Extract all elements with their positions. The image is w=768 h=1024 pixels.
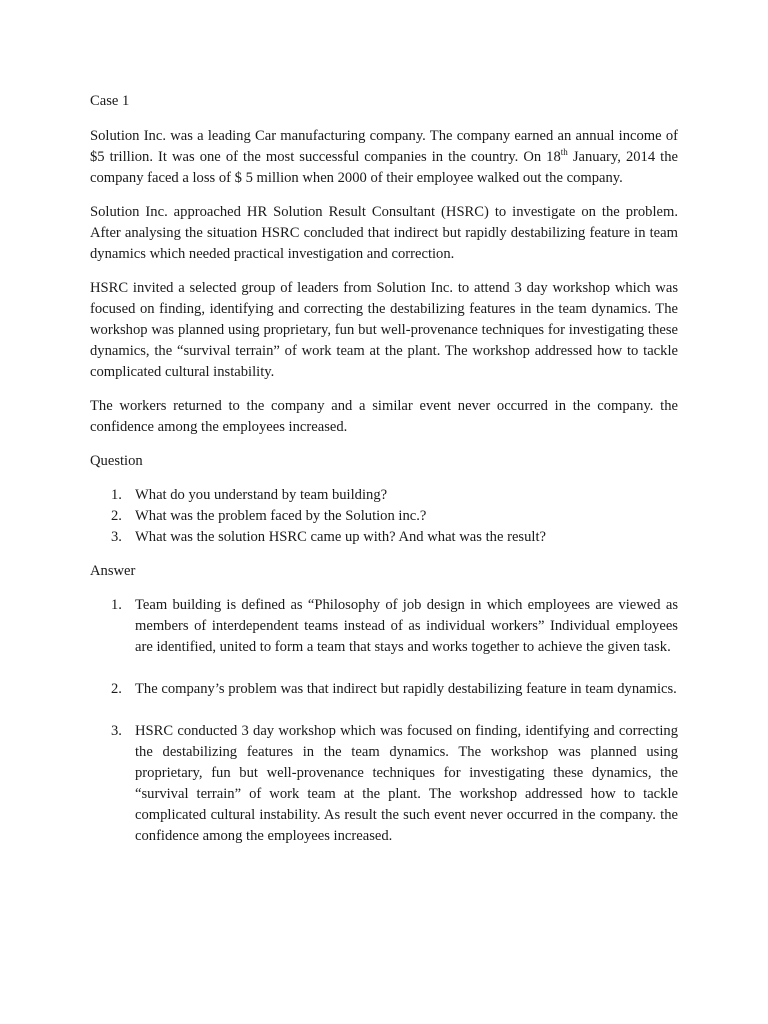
question-item: [90, 485, 678, 506]
paragraph-workshop: HSRC invited a selected group of leaders from Solution Inc. to attend 3 day workshop which was focused on finding, identifying and correcting the destabilizing features in the team dynamics. The workshop was planned using proprietary, fun but well-provenance techniques for investigating these dynamics, the “survival terrain” of work team at the plant. The workshop addressed how to tackle complicated cultural instability.: [90, 280, 678, 380]
answer-item: [90, 679, 678, 700]
question-text: What was the problem faced by the Solution inc.?: [135, 508, 427, 524]
question-text: What do you understand by team building?: [135, 487, 388, 503]
answer-text: HSRC conducted 3 day workshop which was focused on finding, identifying and correcting the destabilizing features in the team dynamics. The workshop was planned using proprietary, fun but well-provenance techniques for investigating these dynamics, the “survival terrain” of work team at the plant. The workshop addressed how to tackle complicated cultural instability. As result the such event never occurred in the company. the confidence among the employees increased.: [135, 723, 678, 844]
answer-number: 1.: [111, 597, 122, 613]
question-list: [90, 485, 678, 548]
paragraph-result: The workers returned to the company and a similar event never occurred in the company. the confidence among the employees increased.: [90, 398, 678, 435]
paragraph-hsrc-approach: Solution Inc. approached HR Solution Result Consultant (HSRC) to investigate on the problem. After analysing the situation HSRC concluded that indirect but rapidly destabilizing feature in team dynamics which needed practical investigation and correction.: [90, 204, 678, 262]
answer-item: [90, 595, 678, 658]
paragraph-intro-part-a: Solution Inc. was a leading Car manufacturing company. The company earned an annual income of $5 trillion. It was one of the most successful companies in the country. On 18: [90, 128, 678, 165]
question-item: [90, 506, 678, 527]
case-title: Case 1: [90, 93, 130, 109]
answer-list: [90, 595, 678, 847]
answer-item: [90, 721, 678, 847]
paragraph-intro-part-b: January, 2014 the company faced a loss of $ 5 million when 2000 of their employee walked out the company.: [90, 149, 679, 186]
answer-text: The company’s problem was that indirect but rapidly destabilizing feature in team dynamics.: [135, 681, 677, 697]
question-text: What was the solution HSRC came up with? And what was the result?: [135, 529, 546, 545]
ordinal-suffix: th: [560, 147, 568, 157]
answer-text: Team building is defined as “Philosophy of job design in which employees are viewed as members of interdependent teams instead of as individual workers” Individual employees are identified, united to form a team that stays and works together to achieve the given task.: [135, 597, 678, 655]
document-page: [90, 91, 678, 868]
question-item: [90, 527, 678, 548]
paragraph-intro: [90, 126, 678, 189]
answer-number: 3.: [111, 723, 122, 739]
question-number: 1.: [111, 487, 122, 503]
answer-number: 2.: [111, 681, 122, 697]
question-heading: Question: [90, 453, 143, 469]
question-number: 2.: [111, 508, 122, 524]
answer-heading: Answer: [90, 563, 136, 579]
question-number: 3.: [111, 529, 122, 545]
